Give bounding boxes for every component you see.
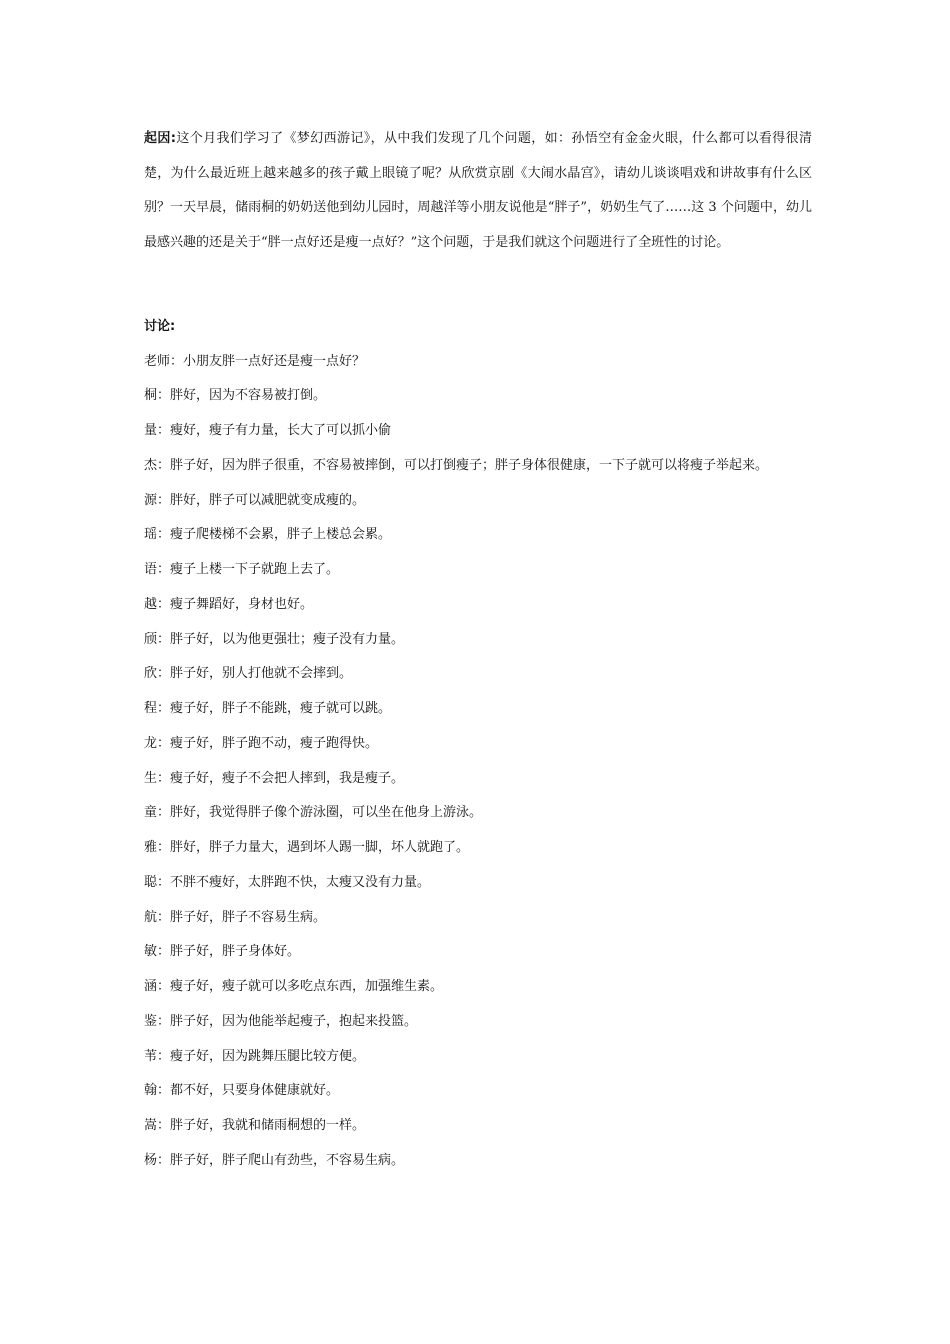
- discussion-line: 桐：胖好，因为不容易被打倒。: [144, 388, 327, 404]
- discussion-line: 颀：胖子好，以为他更强壮；瘦子没有力量。: [144, 631, 405, 647]
- discussion-line: 杰：胖子好，因为胖子很重，不容易被摔倒，可以打倒瘦子；胖子身体很健康，一下子就可以将瘦子举起来。: [144, 457, 769, 473]
- discussion-line: 航：胖子好，胖子不容易生病。: [144, 909, 327, 925]
- discussion-line: 鉴：胖子好，因为他能举起瘦子，抱起来投篮。: [144, 1013, 418, 1029]
- discussion-line: 杨：胖子好，胖子爬山有劲些，不容易生病。: [144, 1152, 405, 1168]
- discussion-title: 讨论:: [144, 319, 176, 334]
- discussion-line: 童：胖好，我觉得胖子像个游泳圈，可以坐在他身上游泳。: [144, 805, 483, 821]
- intro-label: 起因:: [144, 131, 176, 146]
- discussion-list: [144, 345, 812, 1179]
- discussion-line: 语：瘦子上楼一下子就跑上去了。: [144, 562, 340, 577]
- discussion-line: 雅：胖好，胖子力量大，遇到坏人踢一脚，坏人就跑了。: [144, 840, 470, 855]
- discussion-line: 聪：不胖不瘦好，太胖跑不快，太瘦又没有力量。: [144, 874, 431, 890]
- discussion-line: 欣：胖子好，别人打他就不会摔到。: [144, 666, 353, 682]
- discussion-line: 老师：小朋友胖一点好还是瘦一点好？: [144, 353, 366, 369]
- discussion-line: 越：瘦子舞蹈好，身材也好。: [144, 596, 314, 612]
- document-page: [144, 122, 812, 1179]
- discussion-line: 源：胖好，胖子可以减肥就变成瘦的。: [144, 492, 366, 508]
- discussion-line: 程：瘦子好，胖子不能跳，瘦子就可以跳。: [144, 701, 392, 716]
- discussion-line: 翰：都不好，只要身体健康就好。: [144, 1083, 340, 1099]
- discussion-line: 龙：瘦子好，胖子跑不动，瘦子跑得快。: [144, 735, 379, 751]
- discussion-line: 嵩：胖子好，我就和储雨桐想的一样。: [144, 1118, 366, 1133]
- discussion-line: 量：瘦好，瘦子有力量，长大了可以抓小偷: [144, 423, 392, 438]
- intro-paragraph: [144, 122, 812, 260]
- discussion-line: 瑶：瘦子爬楼梯不会累，胖子上楼总会累。: [144, 527, 392, 543]
- discussion-line: 敏：胖子好，胖子身体好。: [144, 944, 301, 960]
- discussion-line: 苇：瘦子好，因为跳舞压腿比较方便。: [144, 1048, 366, 1064]
- discussion-line: 生：瘦子好，瘦子不会把人摔到，我是瘦子。: [144, 770, 405, 786]
- intro-text: 这个月我们学习了《梦幻西游记》，从中我们发现了几个问题，如：孙悟空有金金火眼，什么都可以看得很清楚，为什么最近班上越来越多的孩子戴上眼镜了呢？从欣赏京剧《大闹水晶宫》，请幼儿谈谈唱戏和讲故事有什么区别？一天早晨，储雨桐的奶奶送他到幼儿园时，周越洋等小朋友说他是“胖子”，奶奶生气了……这 3 个问题中，幼儿最感兴趣的还是关于“胖一点好还是瘦一点好？”这个问题，于是我们就这个问题进行了全班性的讨论。: [144, 131, 812, 250]
- discussion-line: 涵：瘦子好，瘦子就可以多吃点东西，加强维生素。: [144, 979, 444, 994]
